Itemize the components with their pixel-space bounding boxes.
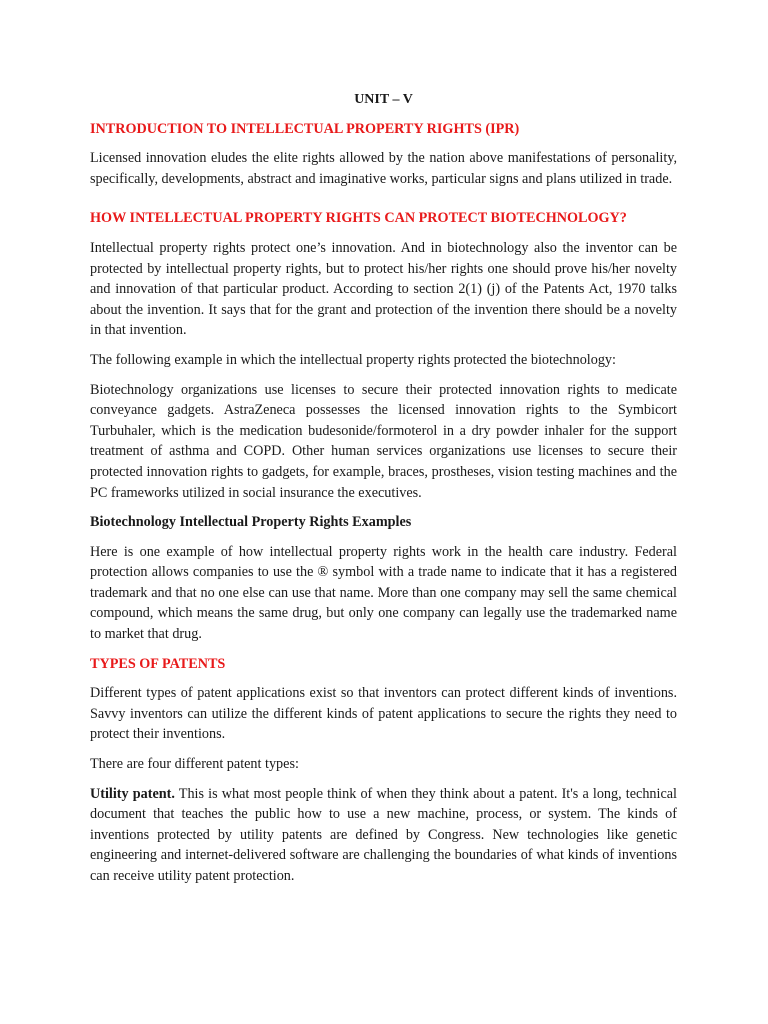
intro-heading: INTRODUCTION TO INTELLECTUAL PROPERTY RIGHTS (IPR) bbox=[90, 120, 520, 137]
intro-paragraph: Licensed innovation eludes the elite rights allowed by the nation above manifestations of personality, specifically, developments, abstract and imaginative works, particular signs and plans utilized in trade. bbox=[90, 150, 677, 187]
types-heading: TYPES OF PATENTS bbox=[90, 655, 226, 672]
utility-lead: Utility patent. bbox=[90, 785, 175, 802]
examples-paragraph: Here is one example of how intellectual property rights work in the health care industry. Federal protection allows companies to use the ® symbol with a trade name to indicate that it has a registered trademark and that no one else can use that name. More than one company may sell the same chemical compound, which means the same drug, but only one company can legally use the trademarked name to market that drug. bbox=[90, 543, 677, 643]
example-intro: The following example in which the intellectual property rights protected the biotechnology: bbox=[90, 351, 616, 368]
unit-title: UNIT – V bbox=[354, 92, 413, 107]
types-paragraph: Different types of patent applications exist so that inventors can protect different kinds of inventions. Savvy inventors can utilize the different kinds of patent applications to secure the rights they need to protect their inventions. bbox=[90, 685, 677, 743]
example-paragraph: Biotechnology organizations use licenses to secure their protected innovation rights to medicate conveyance gadgets. AstraZeneca possesses the licensed innovation rights to the Symbicort Turbuhaler, which is the medication budesonide/formoterol in a dry powder inhaler for the support treatment of asthma and COPD. Other human services organizations use licenses to secure their protected innovation rights to gadgets, for example, braces, prostheses, vision testing machines and the PC frameworks utilized in social insurance the executives. bbox=[90, 381, 677, 501]
four-types: There are four different patent types: bbox=[90, 756, 299, 773]
document-page bbox=[90, 90, 677, 896]
examples-heading: Biotechnology Intellectual Property Rights Examples bbox=[90, 514, 412, 531]
protect-heading: HOW INTELLECTUAL PROPERTY RIGHTS CAN PROTECT BIOTECHNOLOGY? bbox=[90, 210, 627, 227]
protect-paragraph: Intellectual property rights protect one’s innovation. And in biotechnology also the inventor can be protected by intellectual property rights, but to protect his/her rights one should prove his/her novelty and innovation of that particular product. According to section 2(1) (j) of the Patents Act, 1970 talks about the invention. It says that for the grant and protection of the invention there should be a novelty in that invention. bbox=[90, 239, 677, 339]
utility-text: This is what most people think of when they think about a patent. It's a long, technical document that teaches the public how to use a new machine, process, or system. The kinds of inventions protected by utility patents are defined by Congress. New technologies like genetic engineering and internet-delivered software are challenging the boundaries of what kinds of inventions can receive utility patent protection. bbox=[90, 785, 677, 884]
utility-paragraph bbox=[90, 784, 677, 887]
